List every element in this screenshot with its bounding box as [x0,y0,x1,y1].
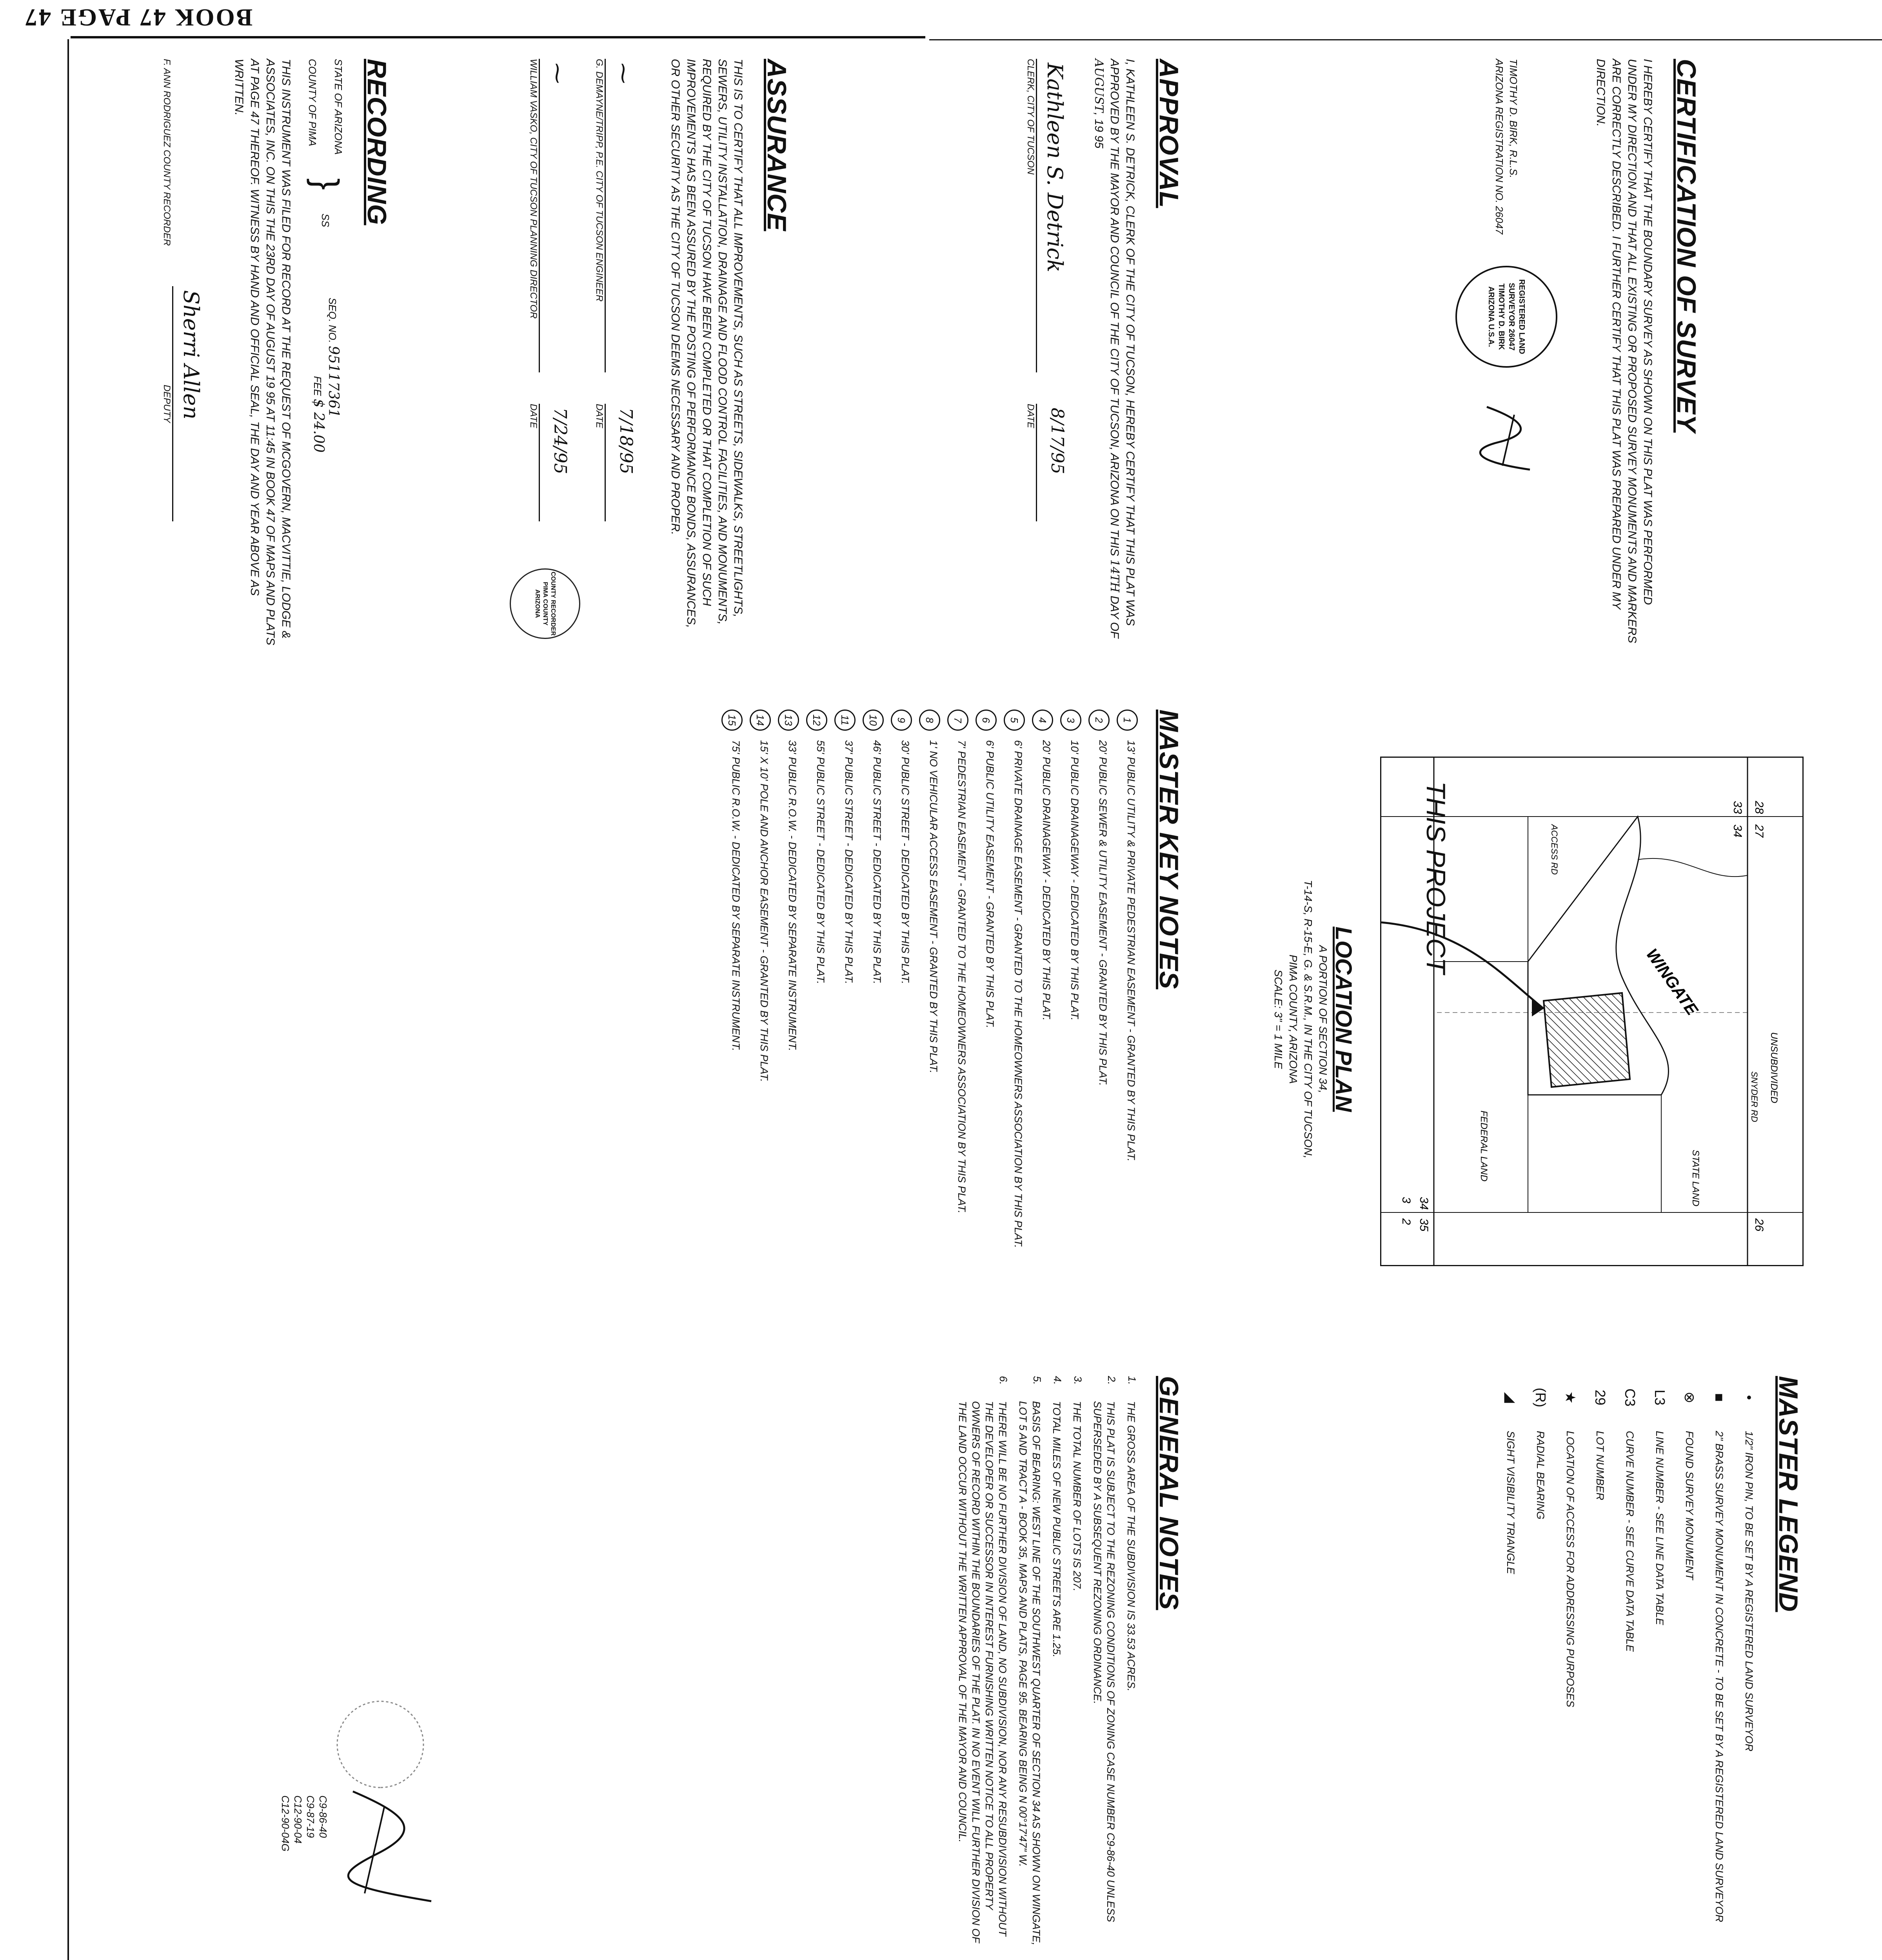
case-number: C9-87-19 [305,1795,316,1838]
approval-stamp-and-signature [322,1690,455,1909]
key-note-number: 2 [1088,710,1110,731]
map-label-2: 2 [1400,1218,1413,1225]
clerk-signature: Kathleen S. Detrick [1043,63,1067,272]
surveyor-signature [1467,399,1546,477]
key-note-text: 30' PUBLIC STREET - DEDICATED BY THIS PLAT. [899,740,911,984]
key-note-item [1088,710,1110,1337]
approval-day-of: DAY OF [1108,595,1121,638]
map-label-26: 26 [1753,1218,1766,1232]
legend-symbol: L3 [1652,1389,1668,1406]
general-note-text: BASIS OF BEARING: WEST LINE OF THE SOUTHWEST QUARTER OF SECTION 34 AS SHOWN ON WINGATE, LOT 5 AND TRACT A - BOOK 35, MAPS AND PLATS, PAGE 95. BEARING BEING N 00°17'47" W. [1017,1401,1042,1945]
map-label-access-rd: ACCESS RD [1550,824,1559,875]
case-number: C12-90-04G [280,1795,291,1852]
engineer-date: 7/18/95 [616,408,636,474]
key-note-number: 11 [834,710,856,731]
general-notes-title: GENERAL NOTES [1154,1376,1184,1610]
legend-notes-column [94,1368,1851,1956]
key-note-item [919,710,940,1337]
key-note-number: 7 [947,710,968,731]
certification-of-survey [1455,59,1702,647]
location-map [1380,757,1804,1266]
legend-text: LOCATION OF ACCESS FOR ADDRESSING PURPOSES [1564,1431,1576,1708]
location-plan-caption [1271,804,1357,1235]
case-number: C12-90-04 [292,1795,304,1844]
this-project-label: THIS PROJECT [1421,781,1451,974]
map-label-road: SNYDER RD [1749,1071,1759,1122]
certification-text: I HEREBY CERTIFY THAT THE BOUNDARY SURVEY AS SHOWN ON THIS PLAT WAS PERFORMED UNDER MY DIRECTION AND THAT ALL EXISTING OR PROPOSED SURVEY MONUMENTS AND MARKERS ARE CORRECTLY DESCRIBED. I FURTHER CERTIFY THAT THIS PLAT WAS PREPARED UNDER MY DIRECTION. [1594,59,1654,643]
key-note-text: 46' PUBLIC STREET - DEDICATED BY THIS PLAT. [871,740,883,984]
key-note-number: 12 [806,710,827,731]
legend-symbol: • [1741,1395,1757,1400]
top-border-rule [71,36,925,38]
book-page-stamp: BOOK 47 PAGE 47 [24,4,253,31]
key-note-text: 6' PRIVATE DRAINAGE EASEMENT - GRANTED TO THE HOMEOWNERS ASSOCIATION BY THIS PLAT. [1012,740,1024,1248]
map-label-33: 33 [1731,801,1744,814]
general-note-text: THERE WILL BE NO FURTHER DIVISION OF LAND, NO SUBDIVISION, NOR ANY RESUBDIVISION WITHOUT THE DEVELOPER OR SUCCESSOR IN INTEREST FURNISHING WRITTEN NOTICE TO ALL PROPERTY OWNERS OF RECORD WITHIN THE BOUNDARIES OF THE PLAT. IN NO EVENT WILL FURTHER DIVISION OF THE LAND OCCUR WITHOUT THE WRITTEN APPROVAL OF THE MAYOR AND COUNCIL. [957,1401,1008,1943]
seq-label: SEQ. NO. [327,298,339,343]
legend-item [1562,1376,1579,1948]
legend-symbol: ■ [1711,1393,1728,1402]
fee-label: FEE [312,376,324,396]
key-note-item [1004,710,1025,1337]
map-label-unsubdivided: UNSUBDIVIDED [1769,1032,1779,1103]
location-plan-line2: T-14-S, R-15-E, G. & S.R.M., IN THE CITY OF TUCSON, [1302,880,1314,1159]
legend-text: RADIAL BEARING [1535,1431,1546,1520]
recording-ss: SS [320,213,332,227]
surveyor-registration: ARIZONA REGISTRATION NO. 26047 [1493,59,1505,234]
approval-title: APPROVAL [1154,59,1184,208]
key-note-number: 6 [976,710,997,731]
key-note-item [721,710,743,1337]
map-label-34-top: 34 [1731,824,1744,838]
general-note-text: THE TOTAL NUMBER OF LOTS IS 207. [1071,1401,1083,1592]
general-notes [949,1376,1184,1948]
legend-item [1532,1376,1549,1948]
surveyor-seal: REGISTERED LAND SURVEYOR 26047 TIMOTHY D. BIRK ARIZONA U.S.A. [1455,266,1557,368]
legend-symbol: ◢ [1503,1392,1519,1403]
surveyor-name: TIMOTHY D. BIRK, R.L.S. [1508,59,1519,178]
deputy-label: DEPUTY [162,385,172,423]
key-note-number: 10 [863,710,884,731]
recording-title: RECORDING [362,59,392,225]
general-notes-list [956,1376,1138,1948]
case-numbers [279,1795,329,1851]
key-note-item [863,710,884,1337]
map-label-3: 3 [1400,1197,1413,1203]
key-note-text: 15' X 10' POLE AND ANCHOR EASEMENT - GRANTED BY THIS PLAT. [758,740,770,1082]
legend-text: FOUND SURVEY MONUMENT [1684,1431,1695,1580]
master-legend [1489,1376,1804,1948]
clerk-title: CLERK, CITY OF TUCSON [1025,59,1036,175]
legend-text: 2" BRASS SURVEY MONUMENT IN CONCRETE - TO BE SET BY A REGISTERED LAND SURVEYOR [1713,1431,1725,1922]
general-note-number: 1. [1126,1376,1138,1385]
legend-text: CURVE NUMBER - SEE CURVE DATA TABLE [1624,1431,1636,1652]
legend-symbol: ★ [1562,1391,1579,1404]
assurance-title: ASSURANCE [762,59,792,231]
master-key-notes [714,710,1184,1337]
county-recorder-seal: COUNTY RECORDER PIMA COUNTY ARIZONA [510,568,580,639]
general-note-item [1016,1376,1043,1948]
approval-date-label: DATE [1025,404,1036,428]
key-note-text: 13' PUBLIC UTILITY & PRIVATE PEDESTRIAN EASEMENT - GRANTED BY THIS PLAT. [1125,740,1137,1161]
case-number: C9-86-40 [317,1795,329,1838]
certifications-column [94,43,1851,670]
legend-text: 1/2" IRON PIN, TO BE SET BY A REGISTERED LAND SURVEYOR [1743,1431,1755,1751]
legend-list [1502,1376,1757,1948]
county-recorder: F. ANN RODRIGUEZ COUNTY RECORDER [162,59,172,246]
key-note-item [891,710,912,1337]
legend-symbol: 29 [1592,1389,1608,1406]
key-note-text: 37' PUBLIC STREET - DEDICATED BY THIS PLAT. [843,740,855,984]
key-note-number: 9 [891,710,912,731]
key-note-item [947,710,968,1337]
general-note-number: 6. [997,1376,1009,1385]
legend-item [1681,1376,1698,1948]
legend-item [1502,1376,1519,1948]
key-note-item [976,710,997,1337]
key-note-item [778,710,799,1337]
map-label-35: 35 [1417,1218,1430,1232]
general-note-number: 4. [1052,1376,1063,1385]
general-note-text: TOTAL MILES OF NEW PUBLIC STREETS ARE 1.25. [1051,1401,1063,1658]
fee-value: $ 24.00 [311,399,327,453]
legend-item [1622,1376,1638,1948]
key-note-text: 20' PUBLIC SEWER & UTILITY EASEMENT - GRANTED BY THIS PLAT. [1097,740,1109,1086]
legend-item [1592,1376,1608,1948]
key-note-text: 6' PUBLIC UTILITY EASEMENT - GRANTED BY THIS PLAT. [984,740,996,1028]
location-plan-title: LOCATION PLAN [1331,926,1356,1112]
map-label-wingate: WINGATE [1642,945,1702,1019]
approval-month: AUGUST [1092,59,1106,113]
general-note-text: THIS PLAT IS SUBJECT TO THE REZONING CONDITIONS OF ZONING CASE NUMBER C9-86-40 UNLESS SUPERSEDED BY A SUBSEQUENT REZONING ORDINANCE. [1092,1401,1117,1922]
general-note-item [1091,1376,1117,1948]
legend-symbol: ⊗ [1682,1391,1698,1404]
key-note-text: 10' PUBLIC DRAINAGEWAY - DEDICATED BY THIS PLAT. [1069,740,1081,1021]
key-note-text: 75' PUBLIC R.O.W. - DEDICATED BY SEPARATE INSTRUMENT. [730,740,742,1051]
general-note-text: THE GROSS AREA OF THE SUBDIVISION IS 33.53 ACRES. [1125,1401,1137,1691]
key-note-text: 1' NO VEHICULAR ACCESS EASEMENT - GRANTED BY THIS PLAT. [928,740,939,1073]
location-plan-line3: PIMA COUNTY, ARIZONA [1287,955,1299,1084]
key-note-number: 4 [1032,710,1053,731]
legend-item [1651,1376,1668,1948]
approval-day: 14TH [1108,559,1121,593]
assurance-text: THIS IS TO CERTIFY THAT ALL IMPROVEMENTS, SUCH AS STREETS, SIDEWALKS, STREETLIGHTS, SEWERS, UTILITY INSTALLATION, DRAINAGE AND FLOOD CONTROL FACILITIES, AND MONUMENTS, REQUIRED BY THE CITY OF TUCSON HAVE BEEN COMPLETED OR THAT COMPLETION OF SUCH IMPROVEMENTS HAS BEEN ASSURED BY THE POSTING OF PERFORMANCE BONDS, ASSURANCES, OR OTHER SECURITY AS THE CITY OF TUCSON DEEMS NECESSARY AND PROPER. [669,59,745,628]
key-note-number: 13 [778,710,799,731]
key-notes-list [721,710,1138,1337]
legend-text: SIGHT VISIBILITY TRIANGLE [1505,1431,1517,1574]
location-plan-line1: A PORTION OF SECTION 34, [1317,945,1329,1093]
director-date-label: DATE [528,404,539,428]
key-note-number: 3 [1060,710,1081,731]
key-note-text: 7' PEDESTRIAN EASEMENT - GRANTED TO THE HOMEOWNERS ASSOCIATION BY THIS PLAT. [956,740,968,1214]
legend-symbol: (R) [1533,1388,1549,1407]
approval-section: APPROVAL I, KATHLEEN S. DETRICK, CLERK OF THE CITY OF TUCSON, HEREBY CERTIFY THAT THIS PLAT WAS APPROVED BY THE MAYOR AND COUNCIL OF THE CITY OF TUCSON, ARIZONA ON THIS 14TH DAY OF AUGUST, 19 95 Kathleen S. Detrick CLERK, CITY OF TUCSON 8/17/95 DATE [1025,59,1184,647]
key-note-number: 15 [721,710,743,731]
map-label-state-land: STATE LAND [1690,1150,1701,1207]
general-note-number: 2. [1106,1376,1117,1385]
map-label-federal-land: FEDERAL LAND [1479,1111,1489,1181]
seq-number: 95117361 [325,346,342,418]
key-note-item [1032,710,1053,1337]
left-border-rule [67,39,69,1960]
key-note-number: 8 [919,710,940,731]
location-plan-scale: SCALE: 3" = 1 MILE [1272,969,1284,1069]
map-label-27: 27 [1753,824,1766,838]
director-date: 7/24/95 [550,408,570,474]
key-note-item [1117,710,1138,1337]
map-label-34-bottom: 34 [1417,1197,1430,1210]
planning-director: WILLIAM VASKO, CITY OF TUCSON PLANNING DIRECTOR [528,59,539,319]
deputy-signature: Sherri Allen [179,290,203,420]
assurance-section: ASSURANCE THIS IS TO CERTIFY THAT ALL IMPROVEMENTS, SUCH AS STREETS, SIDEWALKS, STREETLIGHTS, SEWERS, UTILITY INSTALLATION, DRAINAGE AND FLOOD CONTROL FACILITIES, AND MONUMENTS, REQUIRED BY THE CITY OF TUCSON HAVE BEEN COMPLETED OR THAT COMPLETION OF SUCH IMPROVEMENTS HAS BEEN ASSURED BY THE POSTING OF PERFORMANCE BONDS, ASSURANCES, OR OTHER SECURITY AS THE CITY OF TUCSON DEEMS NECESSARY AND PROPER. ⁓ G. DEMAYNE/TRIPP, P.E. CITY OF TUCSON ENGINEER 7/18/95 DATE ⁓ WILLIAM VASKO, CITY OF TUCSON PLANNING DIRECTOR 7/24/95 DATE [528,59,792,647]
general-note-item [956,1376,1009,1948]
key-note-text: 55' PUBLIC STREET - DEDICATED BY THIS PLAT. [815,740,827,984]
key-note-number: 5 [1004,710,1025,731]
general-note-item [1070,1376,1084,1948]
location-keynotes-column [94,686,1851,1352]
legend-symbol: C3 [1622,1388,1638,1407]
key-note-item [834,710,856,1337]
legend-title: MASTER LEGEND [1773,1376,1803,1612]
recording-county: COUNTY OF PIMA [307,59,319,146]
approval-text: I, KATHLEEN S. DETRICK, CLERK OF THE CITY OF TUCSON, HEREBY CERTIFY THAT THIS PLAT WAS APPROVED BY THE MAYOR AND COUNCIL OF THE CITY OF TUCSON, ARIZONA ON THIS [1108,59,1137,626]
general-note-number: 5. [1031,1376,1043,1385]
map-label-28: 28 [1753,801,1766,814]
key-note-item [1060,710,1081,1337]
approval-year: 19 95 [1092,119,1105,149]
recording-state: STATE OF ARIZONA [332,59,345,155]
key-note-text: 20' PUBLIC DRAINAGEWAY - DEDICATED BY THIS PLAT. [1041,740,1052,1021]
city-engineer: G. DEMAYNE/TRIPP, P.E. CITY OF TUCSON ENGINEER [594,59,605,302]
approval-date: 8/17/95 [1047,408,1067,474]
plat-sheet [94,43,1851,1960]
key-note-item [806,710,827,1337]
legend-text: LOT NUMBER [1594,1431,1606,1501]
certification-title: CERTIFICATION OF SURVEY [1671,59,1701,433]
key-note-text: 33' PUBLIC R.O.W. - DEDICATED BY SEPARATE INSTRUMENT. [787,740,798,1051]
legend-item [1711,1376,1728,1948]
general-note-item [1050,1376,1063,1948]
legend-item [1741,1376,1757,1948]
key-note-number: 14 [750,710,771,731]
key-note-item [750,710,771,1337]
top-border-rule-right [929,39,1882,40]
recording-section: RECORDING STATE OF ARIZONA COUNTY OF PIMA } SS SEQ. NO. 95117361 FEE $ 24.00 THIS INSTRUMENT WAS FILED FOR RECORD AT THE REQUEST OF MCGOVERN, MACVITTIE, LODGE & ASSOCIATES, INC. ON THIS THE 23RD DAY OF AUGUST 19 95 AT 11:45 IN BOOK 47 OF MAPS AND PLATS AT PAGE 47 THEREOF. WITNESS BY HAND AND OFFICIAL SEAL, THE DAY AND YEAR ABOVE AS WRITTEN. F. ANN RODRIGUEZ COUNTY RECORDER Sherri Allen DEPUTY [161,59,392,647]
key-notes-title: MASTER KEY NOTES [1154,710,1184,989]
key-note-number: 1 [1117,710,1138,731]
general-note-number: 3. [1072,1376,1084,1385]
recording-text: THIS INSTRUMENT WAS FILED FOR RECORD AT THE REQUEST OF MCGOVERN, MACVITTIE, LODGE & ASSOCIATES, INC. ON THIS THE 23RD DAY OF AUGUST 19 95 AT 11:45 IN BOOK 47 OF MAPS AND PLATS AT PAGE 47 THEREOF. WITNESS BY HAND AND OFFICIAL SEAL, THE DAY AND YEAR ABOVE AS WRITTEN. [233,59,292,645]
general-note-item [1124,1376,1138,1948]
legend-text: LINE NUMBER - SEE LINE DATA TABLE [1654,1431,1666,1625]
engineer-date-label: DATE [594,404,605,428]
